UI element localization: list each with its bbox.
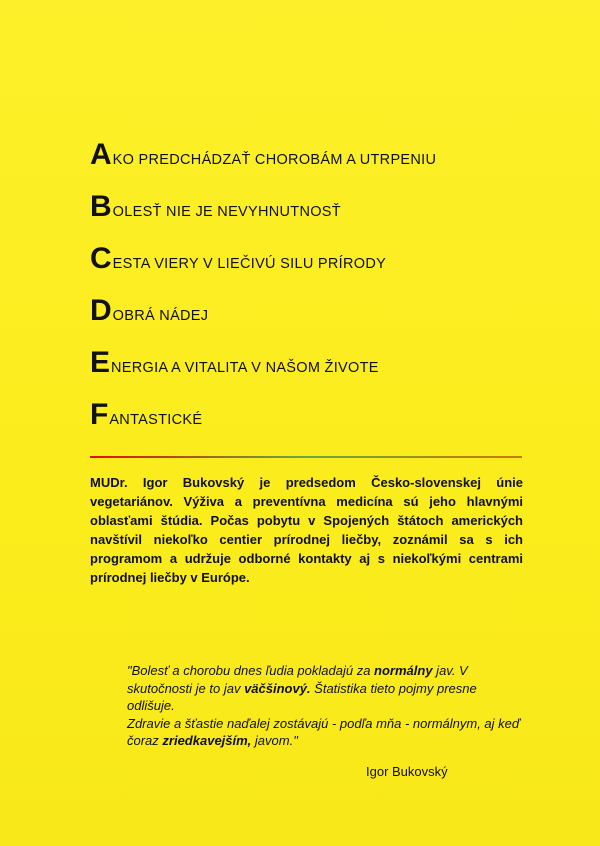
abc-item-c [90,222,530,274]
abc-text: ESTA VIERY V LIEČIVÚ SILU PRÍRODY [112,255,387,272]
divider-line [90,456,522,458]
abc-text: ANTASTICKÉ [109,411,203,428]
quote-text: javom." [251,733,298,748]
abc-letter: B [90,190,112,223]
abc-item-f [90,378,530,430]
quote-emphasis: normálny [374,663,433,678]
abc-text: OLESŤ NIE JE NEVYHNUTNOSŤ [112,203,341,220]
quote-text: Štatistika tieto pojmy presne odlišuje. [127,680,477,713]
quote-emphasis: zriedkavejším, [162,733,252,748]
abc-item-a [90,118,530,170]
abc-list [90,118,530,430]
quote-emphasis: väčšinový. [244,680,311,696]
abc-text: KO PREDCHÁDZAŤ CHOROBÁM A UTRPENIU [112,151,437,168]
abc-item-e [90,326,530,378]
abc-letter: E [90,346,111,379]
abc-text: OBRÁ NÁDEJ [112,307,209,324]
quote-signature: Igor Bukovský [366,764,448,779]
abc-text: NERGIA A VITALITA V NAŠOM ŽIVOTE [111,359,379,376]
quote-text: Zdravie a šťastie naďalej zostávajú - podľa mňa - normálnym, aj keď čoraz [127,715,521,748]
author-bio: MUDr. Igor Bukovský je predsedom Česko-slovenskej únie vegetariánov. Výživa a preventívna medicína sú jeho hlavnými oblasťami štúdia. Počas pobytu v Spojených štátoch amerických navštívil niekoľko centier prírodnej liečby, zoznámil sa s ich programom a udržuje odborné kontakty aj s niekoľkými centrami prírodnej liečby v Európe. [90,475,523,585]
quote-text: jav. V skutočnosti je to jav [127,663,468,696]
author-quote [127,662,527,750]
abc-letter: D [90,294,112,327]
abc-letter: A [90,138,112,171]
abc-item-b [90,170,530,222]
quote-text: "Bolesť a chorobu dnes ľudia pokladajú za [127,663,375,678]
abc-letter: C [90,242,112,275]
abc-item-d [90,274,530,326]
abc-letter: F [90,398,109,431]
